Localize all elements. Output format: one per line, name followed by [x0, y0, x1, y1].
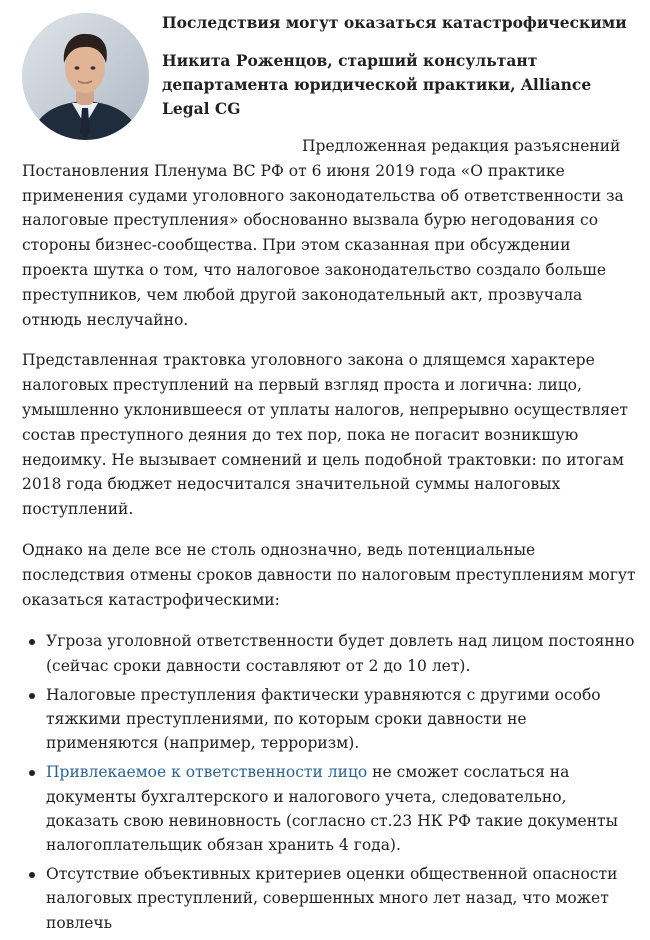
- bullet-icon: [29, 693, 35, 699]
- author-byline: Никита Роженцов, старший консультант департамента юридической практики, Alliance Legal CG: [162, 51, 592, 118]
- paragraph-consequences: Однако на деле все не столь однозначно, ведь потенциальные последствия отмены сроков давности по налоговым преступлениям могут оказаться катастрофическими:: [22, 540, 636, 609]
- article: [22, 0, 637, 940]
- list-item: [46, 760, 637, 857]
- list-item-text: Налоговые преступления фактически уравняются с другими особо тяжкими преступлениями, по которым сроки давности не применяются (например, терроризм).: [46, 685, 601, 753]
- list-item: [46, 683, 637, 756]
- consequences-list: [22, 629, 637, 934]
- author-photo-illustration: [22, 13, 149, 140]
- author-photo: [22, 13, 149, 140]
- list-item-text: Отсутствие объективных критериев оценки общественной опасности налоговых преступлений, совершенных много лет назад, что может повлечь: [46, 865, 618, 932]
- intro-paragraph: Предложенная редакция разъяснений Постановления Пленума ВС РФ от 6 июня 2019 года «О практике применения судами уголовного законодательства об ответственности за налоговые преступления» обоснованно вызвала бурю негодования со стороны бизнес-сообщества. При этом сказанная при обсуждении проекта шутка о том, что налоговое законодательство создало больше преступников, чем любой другой законодательный акт, прозвучала отнюдь неслучайно.: [22, 137, 624, 329]
- list-item: [46, 862, 637, 935]
- bullet-icon: [29, 872, 35, 878]
- bullet-icon: [29, 770, 35, 776]
- accused-person-link[interactable]: Привлекаемое к ответственности лицо: [46, 763, 368, 782]
- list-item-text: Угроза уголовной ответственности будет довлеть над лицом постоянно (сейчас сроки давности составляют от 2 до 10 лет).: [46, 632, 635, 675]
- paragraph-interpretation: Представленная трактовка уголовного закона о длящемся характере налоговых преступлений на первый взгляд проста и логична: лицо, умышленно уклонившееся от уплаты налогов, непрерывно осуществляет состав преступного деяния до тех пор, пока не погасит возникшую недоимку. Не вызывает сомнений и цель подобной трактовки: по итогам 2018 года бюджет недосчитался значительной суммы налоговых поступлений.: [22, 351, 628, 519]
- article-headline: Последствия могут оказаться катастрофическими: [162, 13, 627, 32]
- bullet-icon: [29, 639, 35, 645]
- list-item: [46, 629, 637, 677]
- list-item-text: не сможет сослаться на документы бухгалтерского и налогового учета, следовательно, доказать свою невиновность (согласно ст.23 НК РФ такие документы налогоплательщик обязан хранить 4 года).: [46, 763, 618, 854]
